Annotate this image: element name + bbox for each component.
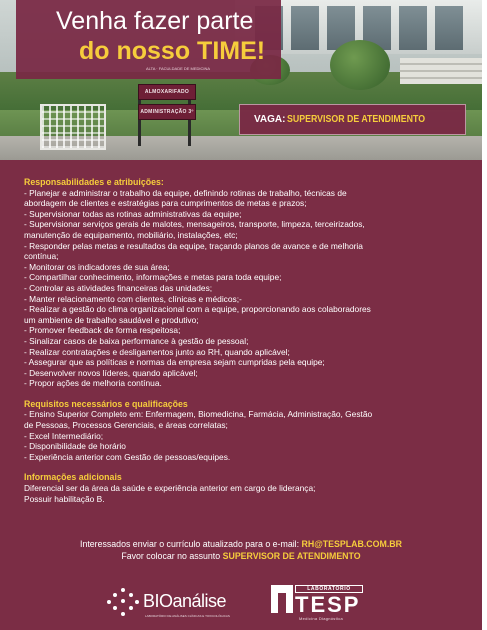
list-item: - Supervisionar todas as rotinas administrativas da equipe;: [24, 208, 242, 219]
sign-administracao: ADMINISTRAÇÃO 3º: [138, 104, 196, 120]
headline-line1: Venha fazer parte: [56, 7, 254, 35]
tree: [330, 40, 390, 90]
contact-text: Interessados enviar o currículo atualizado para o e-mail:: [80, 539, 302, 549]
responsabilidades-heading: Responsabilidades e atribuições:: [24, 177, 164, 187]
subject-value: SUPERVISOR DE ATENDIMENTO: [222, 551, 361, 561]
list-item: - Controlar as atividades financeiras das unidades;: [24, 282, 213, 293]
list-item: - Planejar e administrar o trabalho da equipe, definindo rotinas de trabalho, técnicas de: [24, 187, 347, 198]
contact-line-subject: [0, 551, 482, 562]
list-item: - Manter relacionamento com clientes, clínicas e médicos;-: [24, 293, 242, 304]
list-item: Possuir habilitação B.: [24, 493, 105, 504]
bioanalise-logo: [105, 586, 235, 620]
list-item: - Supervisionar serviços gerais de malotes, mensageiros, transporte, limpeza, terceirizados,: [24, 219, 365, 230]
subject-text: Favor colocar no assunto: [121, 551, 223, 561]
list-item: - Promover feedback de forma respeitosa;: [24, 325, 181, 336]
list-item: - Compartilhar conhecimento, informações e metas para toda equipe;: [24, 272, 282, 283]
adicionais-list: [24, 483, 474, 504]
steps: [400, 58, 482, 84]
list-item: - Disponibilidade de horário: [24, 441, 126, 452]
list-item: contínua;: [24, 251, 59, 262]
list-item: - Propor ações de melhoria contínua.: [24, 378, 162, 389]
list-item: - Experiência anterior com Gestão de pessoas/equipes.: [24, 451, 231, 462]
vaga-value: SUPERVISOR DE ATENDIMENTO: [287, 114, 426, 125]
headline-small-text: ALTA · FACULDADE DE MEDICINA: [146, 66, 211, 71]
responsabilidades-list: [24, 188, 474, 389]
list-item: - Desenvolver novos líderes, quando aplicável;: [24, 367, 198, 378]
list-item: - Excel Intermediário;: [24, 430, 104, 441]
requisitos-heading: Requisitos necessários e qualificações: [24, 398, 188, 409]
list-item: - Monitorar os indicadores de sua área;: [24, 261, 170, 272]
list-item: - Assegurar que as políticas e normas da empresa sejam cumpridas pela equipe;: [24, 357, 325, 368]
contact-email: RH@TESPLAB.COM.BR: [301, 539, 402, 549]
job-description: [24, 177, 474, 504]
bioanalise-name: BIOanálise: [143, 591, 227, 611]
bioanalise-subtitle: LABORATÓRIO DE ANÁLISES CLÍNICAS E TOXICOLÓGICAS: [145, 614, 230, 618]
list-item: - Ensino Superior Completo em: Enfermagem, Biomedicina, Farmácia, Administração, Gestão: [24, 409, 373, 420]
contact-line-email: [0, 539, 482, 550]
wire-cage: [40, 104, 106, 150]
header-photo: [0, 0, 482, 160]
tesp-label: LABORATÓRIO: [295, 585, 363, 593]
list-item: manutenção de equipamento, mobiliário, instalações, etc;: [24, 229, 238, 240]
tesp-name: TESP: [295, 592, 361, 617]
vaga-box: [239, 104, 466, 135]
requisitos-list: [24, 409, 474, 462]
headline-line2: do nosso TIME!: [79, 37, 266, 65]
tesp-subtitle: Medicina Diagnóstica: [299, 616, 344, 621]
title-box: [16, 0, 281, 79]
list-item: - Realizar contratações e desligamentos junto ao RH, quando aplicável;: [24, 346, 290, 357]
list-item: - Realizar a gestão do clima organizacional com a equipe, proporcionando aos colaboradores: [24, 304, 371, 315]
bioanalise-dots-icon: [105, 588, 143, 618]
list-item: de Pessoas, Processos Gerenciais, e áreas correlatas;: [24, 420, 228, 431]
list-item: - Sinalizar casos de baixa performance à gestão de pessoal;: [24, 335, 249, 346]
tesp-logo: [271, 583, 371, 623]
list-item: - Responder pelas metas e resultados da equipe, traçando planos de avance e de melhoria: [24, 240, 363, 251]
adicionais-heading: Informações adicionais: [24, 472, 122, 483]
sign-almoxarifado: ALMOXARIFADO: [138, 84, 196, 100]
list-item: Diferencial ser da área da saúde e experiência anterior em cargo de liderança;: [24, 483, 316, 494]
vaga-label: VAGA:: [254, 114, 286, 125]
list-item: um ambiente de trabalho saudável e produtivo;: [24, 314, 199, 325]
list-item: abordagem de clientes e estratégias para cumprimentos de metas e prazos;: [24, 198, 307, 209]
